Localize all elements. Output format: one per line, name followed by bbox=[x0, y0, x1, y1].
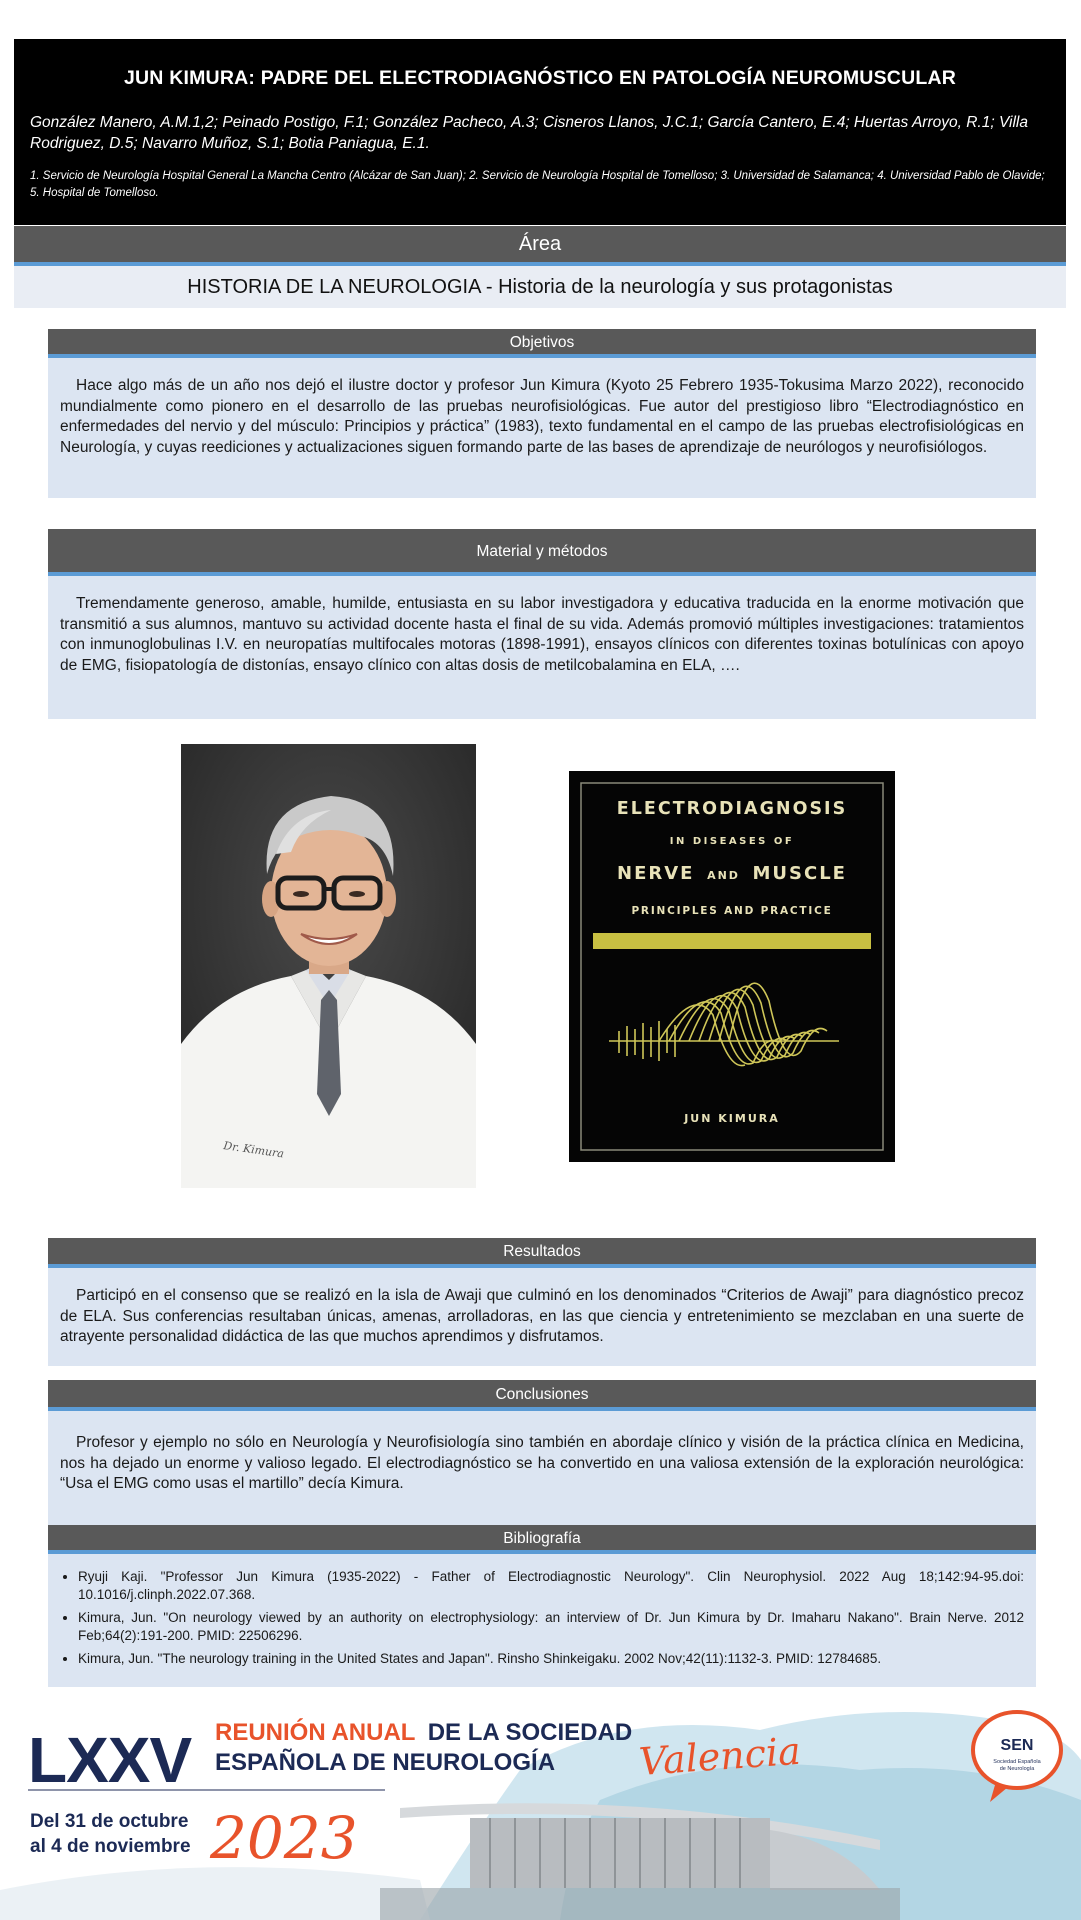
dates-line1: Del 31 de octubre bbox=[30, 1811, 189, 1832]
section-title: Resultados bbox=[48, 1238, 1036, 1268]
section-text: Hace algo más de un año nos dejó el ilustre doctor y profesor Jun Kimura (Kyoto 25 Febrero 1935-Tokusima Marzo 2022), reconocido mundialmente como pionero en el desarrollo de las pruebas neurofisiológicas. Fue autor del prestigioso libro “Electrodiagnóstico en enfermedades del nervio y del músculo: Principios y práctica” (1983), texto fundamental en el campo de las pruebas electrofisiológicas en Neurología, y cuyas reediciones y actualizaciones siguen formando parte de las bases de aprendizaje de neurólogos y neurofisiólogos. bbox=[60, 377, 1024, 456]
section-body bbox=[48, 1554, 1036, 1687]
reference-item: • Kimura, Jun. "On neurology viewed by an authority on electrophysiology: an interview of Dr. Jun Kimura by Dr. Imaharu Nakano". Brain Nerve. 2012 Feb;64(2):191-200. PMID: 22506296. bbox=[78, 1609, 1024, 1644]
book-title-muscle: MUSCLE bbox=[752, 863, 847, 884]
portrait-illustration bbox=[181, 744, 476, 1188]
section-title: Material y métodos bbox=[48, 529, 1036, 576]
book-author: JUN KIMURA bbox=[684, 1112, 780, 1125]
congress-city: Valencia bbox=[637, 1728, 803, 1784]
section-title: Objetivos bbox=[48, 329, 1036, 358]
portrait-photo bbox=[181, 744, 476, 1188]
reference-item: • Kimura, Jun. "The neurology training in the United States and Japan". Rinsho Shinkeigaku. 2002 Nov;42(11):1132-3. PMID: 12784685. bbox=[78, 1650, 1024, 1668]
area-value: HISTORIA DE LA NEUROLOGIA - Historia de la neurología y sus protagonistas bbox=[14, 266, 1066, 308]
section-body bbox=[48, 1268, 1036, 1366]
sen-logo-sub2: de Neurología bbox=[999, 1766, 1035, 1772]
section-body bbox=[48, 358, 1036, 498]
section-text: Profesor y ejemplo no sólo en Neurología y Neurofisiología sino también en abordaje clínico y visión de la práctica clínica en Medicina, nos ha dejado un enorme y valioso legado. El electrodiagnóstico se ha convertido en una valiosa extensión de la exploración neurológica: “Usa el EMG como usas el martillo” decía Kimura. bbox=[60, 1434, 1024, 1492]
section-title: Bibliografía bbox=[48, 1525, 1036, 1554]
congress-number: LXXV bbox=[28, 1724, 192, 1796]
authors-list: González Manero, A.M.1,2; Peinado Postigo, F.1; González Pacheco, A.3; Cisneros Llanos, J.C.1; García Cantero, E.4; Huertas Arroyo, R.1; Villa Rodriguez, D.5; Navarro Muñoz, S.1; Botia Paniagua, E.1. bbox=[30, 114, 1028, 152]
sen-logo-text: SEN bbox=[1000, 1737, 1034, 1754]
section-text: Participó en el consenso que se realizó en la isla de Awaji que culminó en los denominados “Criterios de Awaji” para diagnóstico precoz de ELA. Sus conferencias resultaban únicas, amenas, arrolladoras, en las que ciencia y entretenimiento se mezclaban en una suerte de atrayente personalidad didáctica de las que muchos aprendimos y disfrutamos. bbox=[60, 1287, 1024, 1345]
congress-banner bbox=[0, 1690, 1081, 1920]
reference-item: • Ryuji Kaji. "Professor Jun Kimura (1935-2022) - Father of Electrodiagnostic Neurology". Clin Neurophysiol. 2022 Aug 18;142:94-95.doi: 10.1016/j.clinph.2022.07.368. bbox=[78, 1568, 1024, 1603]
congress-name-line2: ESPAÑOLA DE NEUROLOGÍA bbox=[215, 1749, 556, 1776]
section-body bbox=[48, 1411, 1036, 1538]
area-label: Área bbox=[14, 226, 1066, 266]
congress-name-orange: REUNIÓN ANUAL bbox=[215, 1719, 416, 1746]
section-objetivos bbox=[48, 329, 1036, 498]
sen-logo-sub1: Sociedad Española bbox=[993, 1759, 1041, 1765]
book-title-nerve: NERVE bbox=[617, 863, 695, 884]
affiliations: 1. Servicio de Neurología Hospital General La Mancha Centro (Alcázar de San Juan); 2. Servicio de Neurología Hospital de Tomelloso; 3. Universidad de Salamanca; 4. Universidad Pablo de Olavide; 5. Hospital de Tomelloso. bbox=[30, 170, 1045, 199]
book-title-and: AND bbox=[707, 869, 740, 882]
book-cover-art bbox=[569, 771, 895, 1162]
book-subtitle: PRINCIPLES AND PRACTICE bbox=[631, 905, 833, 917]
congress-name-line1 bbox=[215, 1718, 632, 1746]
section-title: Conclusiones bbox=[48, 1380, 1036, 1411]
congress-name-navy: DE LA SOCIEDAD bbox=[427, 1719, 633, 1746]
section-body bbox=[48, 576, 1036, 719]
svg-text:Dr. Kimura: Dr. Kimura bbox=[222, 1139, 285, 1161]
congress-banner-art bbox=[0, 1690, 1081, 1920]
section-metodos bbox=[48, 529, 1036, 719]
book-title-1: ELECTRODIAGNOSIS bbox=[616, 799, 848, 819]
reference-list bbox=[62, 1568, 1024, 1668]
book-cover bbox=[569, 771, 895, 1162]
section-resultados bbox=[48, 1238, 1036, 1366]
congress-year: 2023 bbox=[210, 1804, 358, 1872]
poster-header bbox=[14, 39, 1066, 225]
poster-title: JUN KIMURA: PADRE DEL ELECTRODIAGNÓSTICO EN PATOLOGÍA NEUROMUSCULAR bbox=[123, 67, 957, 89]
section-bibliografia bbox=[48, 1525, 1036, 1687]
section-text: Tremendamente generoso, amable, humilde, entusiasta en su labor investigadora y educativa traducida en la enorme motivación que transmitió a sus alumnos, mantuvo su actividad docente hasta el final de su vida. Además promovió múltiples investigaciones: tratamientos con inmunoglobulinas I.V. en neuropatías multifocales motoras (1898-1991), ensayos clínicos con diferentes toxinas botulínicas con apoyo de EMG, fisiopatología de distonías, ensayo clínico con altas dosis de metilcobalamina en ELA, …. bbox=[60, 595, 1024, 674]
section-conclusiones bbox=[48, 1380, 1036, 1538]
book-title-2: IN DISEASES OF bbox=[669, 836, 795, 847]
dates-line2: al 4 de noviembre bbox=[30, 1836, 191, 1857]
